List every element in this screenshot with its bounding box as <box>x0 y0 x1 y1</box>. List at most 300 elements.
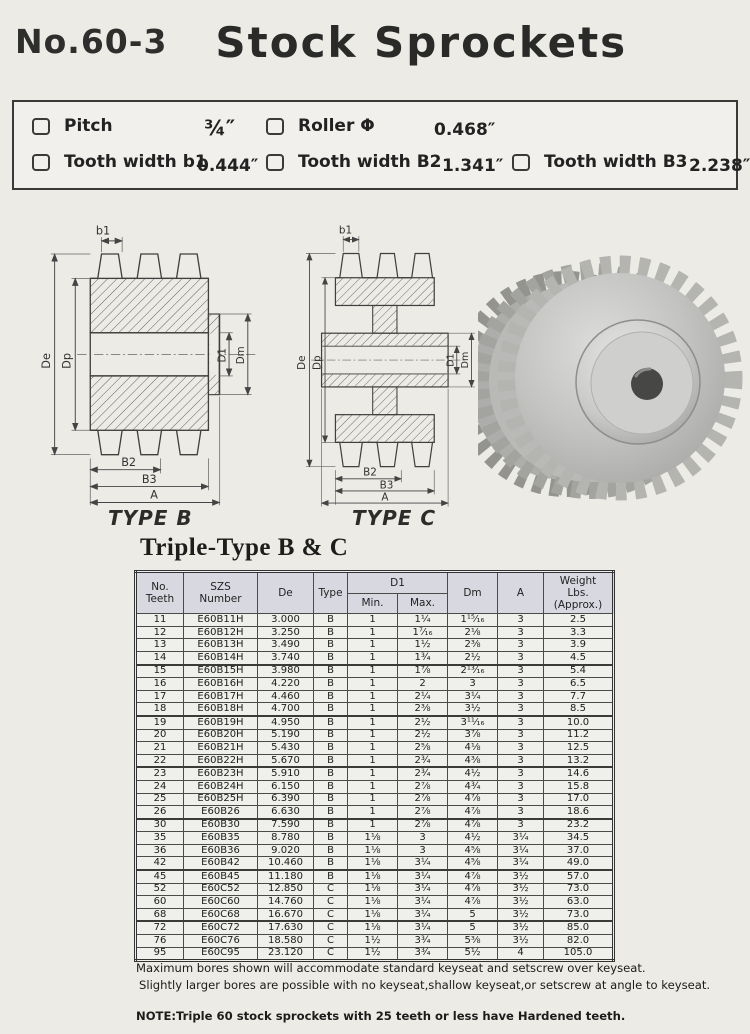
table-row <box>136 754 614 767</box>
cell-a: 3 <box>498 678 544 691</box>
cell-dm: 4⅞ <box>448 793 498 806</box>
type-c-top-teeth <box>335 253 434 277</box>
cell-dm: 4½ <box>448 832 498 845</box>
cell-d1-min: 1 <box>348 754 398 767</box>
cell-weight: 4.5 <box>544 651 614 664</box>
cell-dm: 5⅜ <box>448 935 498 948</box>
cell-d1-max: 2½ <box>398 729 448 742</box>
cell-dm: 4⅞ <box>448 896 498 909</box>
checkbox-roller[interactable] <box>266 118 284 135</box>
cell-d1-max: 3¾ <box>398 947 448 961</box>
cell-dm: 4⅞ <box>448 883 498 896</box>
table-row <box>136 716 614 729</box>
spec-item-tooth-b2 <box>266 152 441 172</box>
cell-d1-max: 2⅜ <box>398 703 448 716</box>
cell-szs: E60B21H <box>184 742 258 755</box>
table-row <box>136 819 614 832</box>
spec-label-tooth-b3: Tooth width B3 <box>544 152 688 172</box>
cell-a: 3½ <box>498 870 544 883</box>
spec-label-pitch: Pitch <box>64 116 113 136</box>
cell-a: 3 <box>498 742 544 755</box>
cell-d1-min: 1 <box>348 780 398 793</box>
table-row <box>136 921 614 934</box>
sprocket-table <box>134 570 615 962</box>
cell-d1-min: 1 <box>348 806 398 819</box>
type-c-label-a: A <box>381 491 389 504</box>
table-body <box>136 614 614 961</box>
cell-weight: 82.0 <box>544 935 614 948</box>
cell-d1-min: 1½ <box>348 947 398 961</box>
cell-a: 3¼ <box>498 832 544 845</box>
cell-d1-min: 1⅛ <box>348 908 398 921</box>
cell-teeth: 19 <box>136 716 184 729</box>
cell-de: 6.630 <box>258 806 314 819</box>
type-b-diagram <box>32 224 262 510</box>
cell-type: B <box>314 626 348 639</box>
cell-type: B <box>314 639 348 652</box>
cell-d1-min: 1⅛ <box>348 844 398 857</box>
cell-d1-min: 1 <box>348 716 398 729</box>
cell-type: B <box>314 651 348 664</box>
type-c-label-de: De <box>296 355 309 370</box>
cell-szs: E60B36 <box>184 844 258 857</box>
cell-d1-max: 2⅞ <box>398 819 448 832</box>
cell-teeth: 12 <box>136 626 184 639</box>
footnote-line-1: Maximum bores shown will accommodate standard keyseat and setscrew over keyseat. <box>136 961 646 975</box>
cell-de: 18.580 <box>258 935 314 948</box>
spec-value-roller: 0.468″ <box>434 120 496 140</box>
spec-item-pitch <box>32 116 113 136</box>
spec-label-tooth-b1: Tooth width b1 <box>64 152 207 172</box>
cell-d1-min: 1 <box>348 639 398 652</box>
cell-weight: 5.4 <box>544 665 614 678</box>
cell-teeth: 45 <box>136 870 184 883</box>
cell-type: B <box>314 729 348 742</box>
cell-type: B <box>314 819 348 832</box>
table-row <box>136 857 614 870</box>
col-header-de: De <box>258 572 314 614</box>
cell-weight: 7.7 <box>544 690 614 703</box>
cell-szs: E60C76 <box>184 935 258 948</box>
type-c-label-b1: b1 <box>338 224 353 237</box>
cell-d1-min: 1 <box>348 729 398 742</box>
checkbox-tooth-b3[interactable] <box>512 154 530 171</box>
cell-weight: 12.5 <box>544 742 614 755</box>
cell-a: 3¼ <box>498 844 544 857</box>
cell-de: 16.670 <box>258 908 314 921</box>
cell-de: 7.590 <box>258 819 314 832</box>
footnote-line-2: Slightly larger bores are possible with no keyseat,shallow keyseat,or setscrew at angle to keyseat. <box>139 977 711 992</box>
cell-d1-min: 1 <box>348 793 398 806</box>
cell-szs: E60C95 <box>184 947 258 961</box>
cell-d1-max: 2⅝ <box>398 742 448 755</box>
cell-d1-max: 2¾ <box>398 767 448 780</box>
cell-d1-min: 1 <box>348 703 398 716</box>
cell-type: B <box>314 690 348 703</box>
spec-item-tooth-b3 <box>512 152 687 172</box>
cell-szs: E60C72 <box>184 921 258 934</box>
cell-teeth: 20 <box>136 729 184 742</box>
footnote-note: NOTE:Triple 60 stock sprockets with 25 teeth or less have Hardened teeth. <box>136 1008 626 1023</box>
cell-de: 3.000 <box>258 614 314 627</box>
cell-dm: 4⅝ <box>448 857 498 870</box>
table-row <box>136 844 614 857</box>
cell-a: 3 <box>498 651 544 664</box>
cell-szs: E60B19H <box>184 716 258 729</box>
cell-a: 3 <box>498 626 544 639</box>
checkbox-tooth-b1[interactable] <box>32 154 50 171</box>
cell-teeth: 25 <box>136 793 184 806</box>
cell-teeth: 18 <box>136 703 184 716</box>
cell-d1-min: 1 <box>348 742 398 755</box>
table-row <box>136 870 614 883</box>
cell-de: 8.780 <box>258 832 314 845</box>
cell-d1-min: 1 <box>348 665 398 678</box>
cell-a: 3 <box>498 703 544 716</box>
cell-a: 3 <box>498 754 544 767</box>
cell-weight: 13.2 <box>544 754 614 767</box>
cell-type: B <box>314 716 348 729</box>
cell-d1-max: 3¾ <box>398 935 448 948</box>
cell-weight: 3.9 <box>544 639 614 652</box>
cell-teeth: 72 <box>136 921 184 934</box>
col-header-d1-max: Max. <box>398 593 448 614</box>
table-row <box>136 742 614 755</box>
table-row <box>136 832 614 845</box>
cell-de: 4.950 <box>258 716 314 729</box>
type-b-label-dm: Dm <box>235 346 248 365</box>
type-c-bottom-teeth <box>335 442 434 466</box>
cell-de: 3.980 <box>258 665 314 678</box>
col-header-weight: Weight Lbs. (Approx.) <box>544 572 614 614</box>
table-row <box>136 626 614 639</box>
cell-szs: E60B14H <box>184 651 258 664</box>
cell-szs: E60B23H <box>184 767 258 780</box>
cell-weight: 73.0 <box>544 883 614 896</box>
cell-de: 23.120 <box>258 947 314 961</box>
cell-d1-min: 1 <box>348 626 398 639</box>
cell-weight: 34.5 <box>544 832 614 845</box>
cell-szs: E60B12H <box>184 626 258 639</box>
footnotes <box>136 960 736 1024</box>
type-b-label-b2: B2 <box>121 455 137 469</box>
spec-label-roller: Roller Φ <box>298 116 375 136</box>
table-row <box>136 639 614 652</box>
cell-szs: E60C68 <box>184 908 258 921</box>
cell-weight: 6.5 <box>544 678 614 691</box>
cell-type: B <box>314 832 348 845</box>
spec-row-2 <box>14 152 750 182</box>
cell-dm: 5 <box>448 908 498 921</box>
cell-d1-max: 3¼ <box>398 896 448 909</box>
cell-szs: E60B16H <box>184 678 258 691</box>
cell-d1-max: 3¼ <box>398 870 448 883</box>
cell-de: 11.180 <box>258 870 314 883</box>
cell-d1-max: 2⅞ <box>398 793 448 806</box>
cell-d1-max: 2 <box>398 678 448 691</box>
cell-d1-min: 1 <box>348 819 398 832</box>
col-header-teeth: No. Teeth <box>136 572 184 614</box>
cell-type: C <box>314 883 348 896</box>
page-header <box>15 18 735 67</box>
spec-label-tooth-b2: Tooth width B2 <box>298 152 442 172</box>
table-row <box>136 678 614 691</box>
cell-de: 5.910 <box>258 767 314 780</box>
cell-dm: 3⅞ <box>448 729 498 742</box>
cell-szs: E60B25H <box>184 793 258 806</box>
cell-de: 6.390 <box>258 793 314 806</box>
cell-dm: 4⅜ <box>448 754 498 767</box>
cell-weight: 23.2 <box>544 819 614 832</box>
cell-de: 12.850 <box>258 883 314 896</box>
cell-dm: 3½ <box>448 703 498 716</box>
col-header-d1: D1 <box>348 572 448 594</box>
type-b-bottom-teeth <box>90 430 208 454</box>
cell-a: 3 <box>498 716 544 729</box>
cell-szs: E60B15H <box>184 665 258 678</box>
cell-weight: 63.0 <box>544 896 614 909</box>
cell-szs: E60B24H <box>184 780 258 793</box>
checkbox-pitch[interactable] <box>32 118 50 135</box>
spec-value-tooth-b2: 1.341″ <box>442 156 504 176</box>
type-c-label-b3: B3 <box>379 479 394 492</box>
cell-teeth: 42 <box>136 857 184 870</box>
table-row <box>136 665 614 678</box>
cell-type: B <box>314 844 348 857</box>
table-row <box>136 767 614 780</box>
cell-szs: E60C52 <box>184 883 258 896</box>
type-b-label-b1: b1 <box>95 224 111 238</box>
cell-type: B <box>314 665 348 678</box>
table-row <box>136 690 614 703</box>
cell-weight: 73.0 <box>544 908 614 921</box>
table-row <box>136 729 614 742</box>
cell-type: B <box>314 806 348 819</box>
cell-dm: 5 <box>448 921 498 934</box>
cell-dm: 4⅞ <box>448 870 498 883</box>
doc-number: No.60-3 <box>15 22 168 61</box>
col-header-a: A <box>498 572 544 614</box>
cell-teeth: 13 <box>136 639 184 652</box>
col-header-dm: Dm <box>448 572 498 614</box>
cell-d1-min: 1⅛ <box>348 870 398 883</box>
cell-d1-max: 1¼ <box>398 614 448 627</box>
table-row <box>136 614 614 627</box>
cell-szs: E60C60 <box>184 896 258 909</box>
spec-row-1 <box>14 116 736 146</box>
cell-dm: 4¾ <box>448 780 498 793</box>
cell-d1-max: 1⅞ <box>398 665 448 678</box>
cell-teeth: 17 <box>136 690 184 703</box>
table-row <box>136 780 614 793</box>
cell-a: 3½ <box>498 883 544 896</box>
table-row <box>136 935 614 948</box>
cell-de: 4.700 <box>258 703 314 716</box>
cell-dm: 1¹⁵⁄₁₆ <box>448 614 498 627</box>
cell-d1-max: 2¾ <box>398 754 448 767</box>
cell-a: 3 <box>498 806 544 819</box>
cell-d1-min: 1 <box>348 614 398 627</box>
cell-a: 4 <box>498 947 544 961</box>
cell-de: 9.020 <box>258 844 314 857</box>
cell-szs: E60B42 <box>184 857 258 870</box>
cell-type: B <box>314 678 348 691</box>
cell-type: B <box>314 754 348 767</box>
cell-de: 3.740 <box>258 651 314 664</box>
cell-d1-min: 1⅛ <box>348 896 398 909</box>
cell-weight: 49.0 <box>544 857 614 870</box>
cell-type: C <box>314 921 348 934</box>
cell-a: 3½ <box>498 896 544 909</box>
cell-teeth: 23 <box>136 767 184 780</box>
cell-szs: E60B13H <box>184 639 258 652</box>
table-row <box>136 793 614 806</box>
cell-a: 3 <box>498 767 544 780</box>
cell-szs: E60B26 <box>184 806 258 819</box>
cell-szs: E60B17H <box>184 690 258 703</box>
cell-de: 3.250 <box>258 626 314 639</box>
cell-de: 5.670 <box>258 754 314 767</box>
cell-d1-min: 1 <box>348 651 398 664</box>
type-b-top-teeth <box>90 254 208 278</box>
cell-d1-min: 1 <box>348 690 398 703</box>
cell-type: B <box>314 857 348 870</box>
cell-weight: 85.0 <box>544 921 614 934</box>
sprocket-photo <box>478 232 746 524</box>
table-row <box>136 883 614 896</box>
cell-dm: 2⅛ <box>448 626 498 639</box>
col-header-type: Type <box>314 572 348 614</box>
col-header-d1-min: Min. <box>348 593 398 614</box>
cell-type: B <box>314 742 348 755</box>
page-title: Stock Sprockets <box>215 18 628 67</box>
type-c-label-dm: Dm <box>460 351 472 369</box>
cell-d1-max: 1½ <box>398 639 448 652</box>
cell-weight: 11.2 <box>544 729 614 742</box>
cell-a: 3 <box>498 690 544 703</box>
cell-a: 3 <box>498 793 544 806</box>
cell-d1-min: 1 <box>348 767 398 780</box>
cell-weight: 18.6 <box>544 806 614 819</box>
cell-a: 3 <box>498 780 544 793</box>
table-row <box>136 896 614 909</box>
cell-teeth: 11 <box>136 614 184 627</box>
table-row <box>136 947 614 961</box>
type-c-label-d1: D1 <box>445 353 457 367</box>
type-b-label-dp: Dp <box>60 352 74 369</box>
cell-teeth: 15 <box>136 665 184 678</box>
col-header-szs: SZS Number <box>184 572 258 614</box>
cell-teeth: 52 <box>136 883 184 896</box>
cell-type: C <box>314 947 348 961</box>
cell-de: 14.760 <box>258 896 314 909</box>
cell-teeth: 24 <box>136 780 184 793</box>
cell-teeth: 16 <box>136 678 184 691</box>
spec-value-tooth-b1: 0.444″ <box>197 156 259 176</box>
cell-d1-min: 1 <box>348 678 398 691</box>
cell-de: 6.150 <box>258 780 314 793</box>
cell-teeth: 14 <box>136 651 184 664</box>
spec-item-roller <box>266 116 375 136</box>
cell-type: B <box>314 870 348 883</box>
cell-szs: E60B11H <box>184 614 258 627</box>
table-row <box>136 806 614 819</box>
type-c-label-b2: B2 <box>363 466 377 479</box>
cell-d1-max: 2½ <box>398 716 448 729</box>
cell-d1-min: 1½ <box>348 935 398 948</box>
cell-teeth: 35 <box>136 832 184 845</box>
spec-value-pitch: ¾″ <box>204 116 236 140</box>
checkbox-tooth-b2[interactable] <box>266 154 284 171</box>
table-row <box>136 651 614 664</box>
cell-d1-min: 1⅛ <box>348 832 398 845</box>
cell-szs: E60B20H <box>184 729 258 742</box>
cell-type: B <box>314 780 348 793</box>
spec-item-tooth-b1 <box>32 152 207 172</box>
cell-dm: 5½ <box>448 947 498 961</box>
cell-weight: 8.5 <box>544 703 614 716</box>
cell-de: 10.460 <box>258 857 314 870</box>
cell-dm: 2¹³⁄₁₆ <box>448 665 498 678</box>
cell-teeth: 36 <box>136 844 184 857</box>
cell-type: B <box>314 614 348 627</box>
cell-de: 4.460 <box>258 690 314 703</box>
cell-dm: 3¼ <box>448 690 498 703</box>
cell-d1-min: 1⅛ <box>348 883 398 896</box>
spec-value-tooth-b3: 2.238″ <box>689 156 750 176</box>
type-b-caption: TYPE B <box>108 506 193 530</box>
cell-dm: 3¹¹⁄₁₆ <box>448 716 498 729</box>
cell-szs: E60B45 <box>184 870 258 883</box>
cell-weight: 10.0 <box>544 716 614 729</box>
type-c-diagram <box>293 224 481 510</box>
cell-weight: 2.5 <box>544 614 614 627</box>
cell-weight: 37.0 <box>544 844 614 857</box>
cell-dm: 4⅛ <box>448 742 498 755</box>
cell-weight: 17.0 <box>544 793 614 806</box>
table-row <box>136 703 614 716</box>
cell-d1-max: 2⅞ <box>398 806 448 819</box>
cell-d1-max: 3¼ <box>398 908 448 921</box>
cell-dm: 3 <box>448 678 498 691</box>
type-c-caption: TYPE C <box>352 506 437 530</box>
cell-de: 3.490 <box>258 639 314 652</box>
cell-type: C <box>314 896 348 909</box>
cell-d1-max: 3¼ <box>398 857 448 870</box>
cell-d1-max: 1¾ <box>398 651 448 664</box>
cell-a: 3¼ <box>498 857 544 870</box>
cell-weight: 3.3 <box>544 626 614 639</box>
cell-szs: E60B22H <box>184 754 258 767</box>
cell-d1-min: 1⅛ <box>348 857 398 870</box>
cell-teeth: 68 <box>136 908 184 921</box>
cell-d1-max: 2¼ <box>398 690 448 703</box>
cell-a: 3 <box>498 665 544 678</box>
cell-a: 3½ <box>498 935 544 948</box>
cell-weight: 14.6 <box>544 767 614 780</box>
table-head <box>136 572 614 614</box>
cell-teeth: 95 <box>136 947 184 961</box>
type-b-label-a: A <box>150 488 158 502</box>
cell-a: 3 <box>498 639 544 652</box>
cell-d1-max: 3 <box>398 844 448 857</box>
cell-de: 4.220 <box>258 678 314 691</box>
cell-dm: 2⅜ <box>448 639 498 652</box>
cell-de: 5.430 <box>258 742 314 755</box>
cell-weight: 105.0 <box>544 947 614 961</box>
type-b-label-de: De <box>39 353 53 369</box>
cell-type: B <box>314 793 348 806</box>
